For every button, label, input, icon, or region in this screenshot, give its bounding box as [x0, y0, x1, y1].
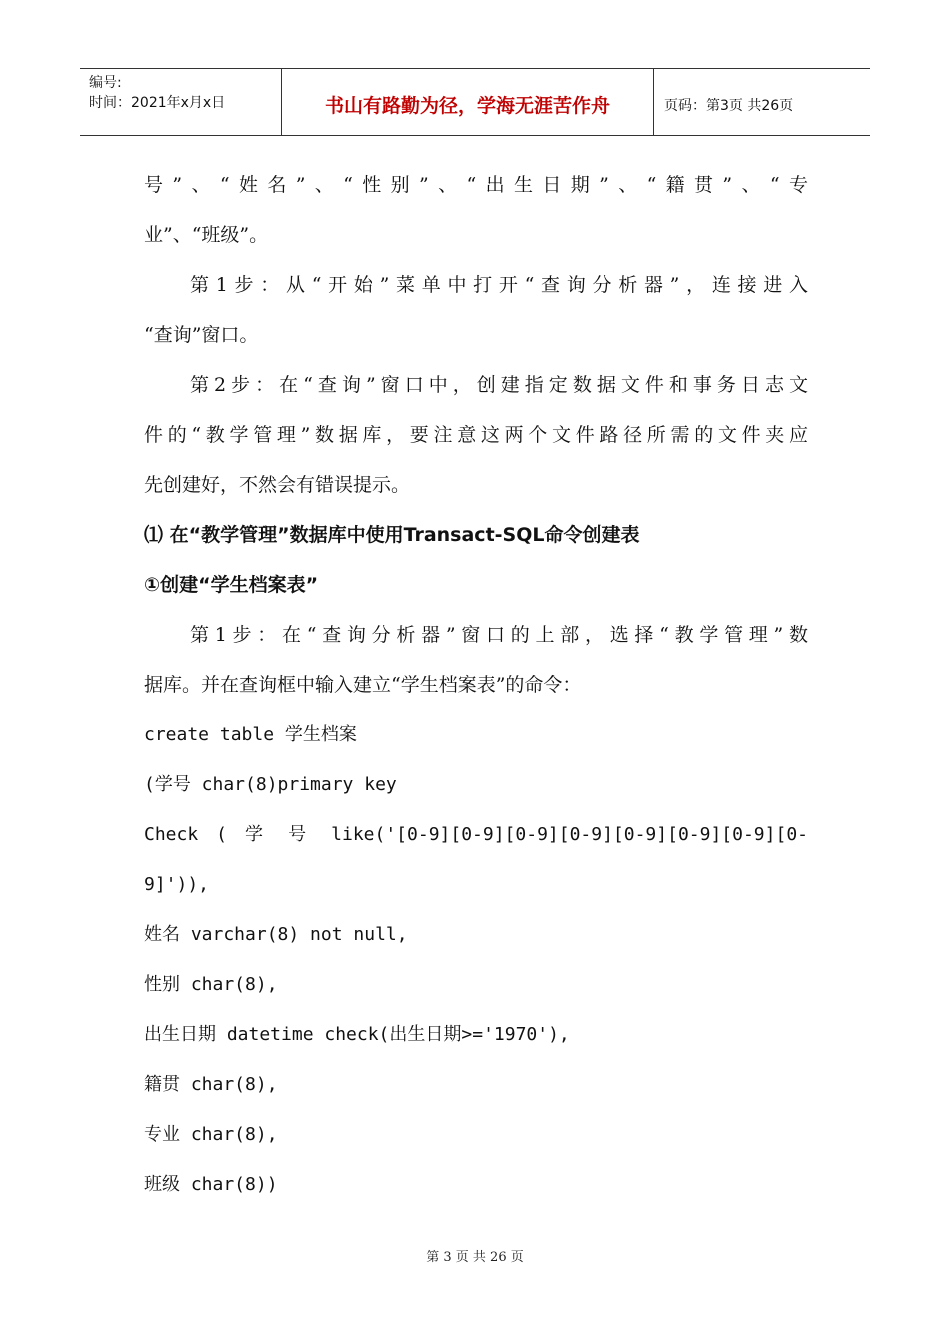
code-line: 专业 char(8),	[144, 1124, 278, 1145]
body-line: 业”、“班级”。	[144, 224, 269, 246]
code-line: 性别 char(8),	[144, 974, 278, 995]
code-line: 9]')),	[144, 874, 210, 895]
section-heading: ⑴ 在“教学管理”数据库中使用Transact-SQL命令创建表	[144, 524, 640, 546]
body-line: 先创建好，不然会有错误提示。	[144, 474, 411, 496]
body-line: 第1步：在“查询分析器”窗口的上部，选择“教学管理”数	[190, 624, 808, 646]
code-line: Check ( 学 号 like('[0-9][0-9][0-9][0-9][0-9][0-9][0-9][0-	[144, 824, 808, 845]
body-line: 第2步：在“查询”窗口中，创建指定数据文件和事务日志文	[190, 374, 808, 396]
code-line: 出生日期 datetime check(出生日期>='1970'),	[144, 1024, 570, 1045]
header-motto: 书山有路勤为径，学海无涯苦作舟	[282, 69, 654, 135]
page-header	[80, 68, 870, 136]
header-left-cell	[80, 69, 282, 135]
header-page-number: 页码：第3页 共26页	[664, 98, 794, 114]
subsection-heading: ①创建“学生档案表”	[144, 574, 319, 596]
code-line: (学号 char(8)primary key	[144, 774, 397, 795]
body-line: “查询”窗口。	[144, 324, 259, 346]
document-number-label: 编号:	[89, 75, 122, 91]
document-time-label: 时间：2021年x月x日	[89, 95, 226, 111]
body-line: 据库。并在查询框中输入建立“学生档案表”的命令：	[144, 674, 582, 696]
document-body	[144, 160, 808, 1210]
body-line: 件的“教学管理”数据库，要注意这两个文件路径所需的文件夹应	[144, 424, 808, 446]
code-line: create table 学生档案	[144, 724, 357, 745]
page-footer: 第 3 页 共 26 页	[426, 1250, 524, 1265]
code-line: 班级 char(8))	[144, 1174, 278, 1195]
code-line: 姓名 varchar(8) not null,	[144, 924, 408, 945]
body-line: 第1步：从“开始”菜单中打开“查询分析器”，连接进入	[190, 274, 808, 296]
body-line: 号”、“姓名”、“性别”、“出生日期”、“籍贯”、“专	[144, 174, 808, 196]
code-line: 籍贯 char(8),	[144, 1074, 278, 1095]
